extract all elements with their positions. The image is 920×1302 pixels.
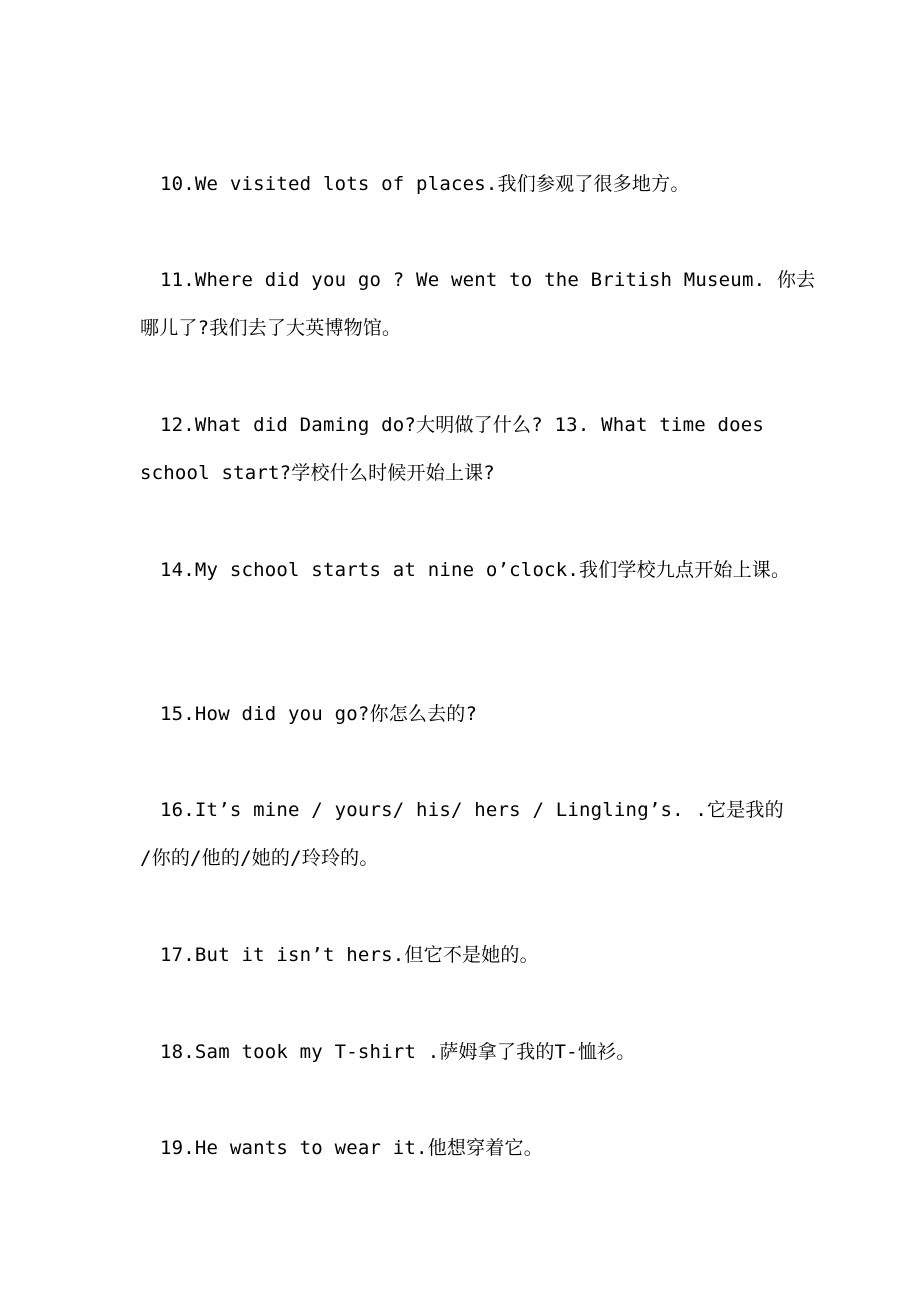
sentence-19-line-1: 19.He wants to wear it.他想穿着它。	[160, 1137, 543, 1159]
sentence-17-line-1: 17.But it isn’t hers.但它不是她的。	[160, 944, 539, 966]
sentence-15-line-1: 15.How did you go?你怎么去的?	[160, 703, 478, 725]
sentence-18-line-1: 18.Sam took my T-shirt .萨姆拿了我的T-恤衫。	[160, 1041, 636, 1063]
sentence-12-line-2: school start?学校什么时候开始上课?	[140, 462, 495, 484]
sentence-11-line-1: 11.Where did you go ? We went to the British Museum. 你去	[160, 269, 816, 291]
sentence-10-line-1: 10.We visited lots of places.我们参观了很多地方。	[160, 173, 690, 195]
sentence-16-line-2: /你的/他的/她的/玲玲的。	[140, 847, 379, 869]
sentence-11-line-2: 哪儿了?我们去了大英博物馆。	[140, 317, 402, 339]
sentence-14-line-1: 14.My school starts at nine o’clock.我们学校九点开始上课。	[160, 559, 791, 581]
sentence-12-line-1: 12.What did Daming do?大明做了什么? 13. What time does	[160, 414, 765, 436]
sentence-16-line-1: 16.It’s mine / yours/ his/ hers / Lingling’s. .它是我的	[160, 799, 784, 821]
